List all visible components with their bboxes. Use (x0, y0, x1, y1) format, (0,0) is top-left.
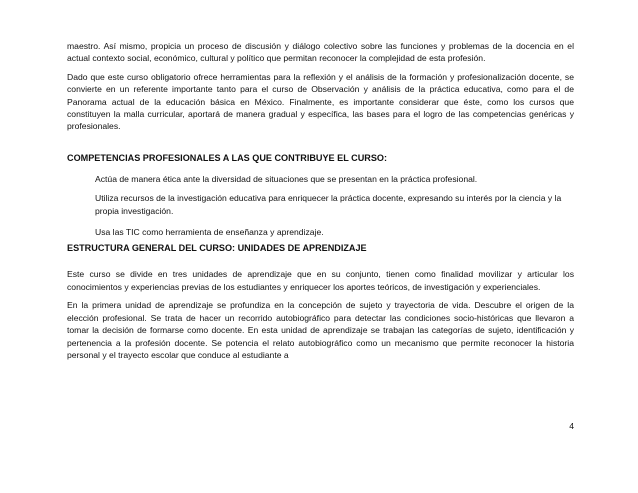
competency-item: Utiliza recursos de la investigación educativa para enriquecer la práctica docente, expresando su interés por la ciencia y la propia investigación. (95, 193, 562, 216)
paragraph-unit-one: En la primera unidad de aprendizaje se profundiza en la concepción de sujeto y trayectoria de vida. Descubre el origen de la elección profesional. Se trata de hacer un recorrido autobiográfico para detectar las condiciones socio-históricas que llevaron a tomar la decisión de formarse como docente. En esta unidad de aprendizaje se trabajan las categorías de sujeto, identificación y pertenencia a la profesión docente. Se potencia el relato autobiográfico como un mecanismo que permite reconocer la historia personal y el trayecto escolar que conduce al estudiante a (67, 300, 574, 360)
competencies-heading: COMPETENCIAS PROFESIONALES A LAS QUE CONTRIBUYE EL CURSO: (67, 152, 387, 163)
competency-item: Actúa de manera ética ante la diversidad de situaciones que se presentan en la práctica profesional. (95, 173, 478, 184)
page-number: 4 (569, 421, 574, 431)
paragraph-intro-continued: maestro. Así mismo, propicia un proceso de discusión y diálogo colectivo sobre las funciones y problemas de la docencia en el actual contexto social, económico, cultural y político que permitan reconocer la complejidad de esta profesión. (67, 41, 574, 64)
structure-heading: ESTRUCTURA GENERAL DEL CURSO: UNIDADES DE APRENDIZAJE (67, 243, 367, 254)
competency-item: Usa las TIC como herramienta de enseñanza y aprendizaje. (95, 227, 324, 238)
paragraph-structure: Este curso se divide en tres unidades de aprendizaje que en su conjunto, tienen como finalidad movilizar y articular los conocimientos y experiencias previas de los estudiantes y enriquecer los aportes teóricos, de investigación y experienciales. (67, 269, 574, 292)
paragraph-course-relevance: Dado que este curso obligatorio ofrece herramientas para la reflexión y el análisis de la formación y profesionalización docente, se convierte en un referente importante tanto para el curso de Observación y análisis de la práctica educativa, como para el de Panorama actual de la educación básica en México. Finalmente, es importante considerar que éste, como los cursos que constituyen la malla curricular, aportará de manera gradual y específica, las bases para el logro de las competencias genéricas y profesionales. (67, 71, 574, 132)
page-content (67, 40, 574, 361)
